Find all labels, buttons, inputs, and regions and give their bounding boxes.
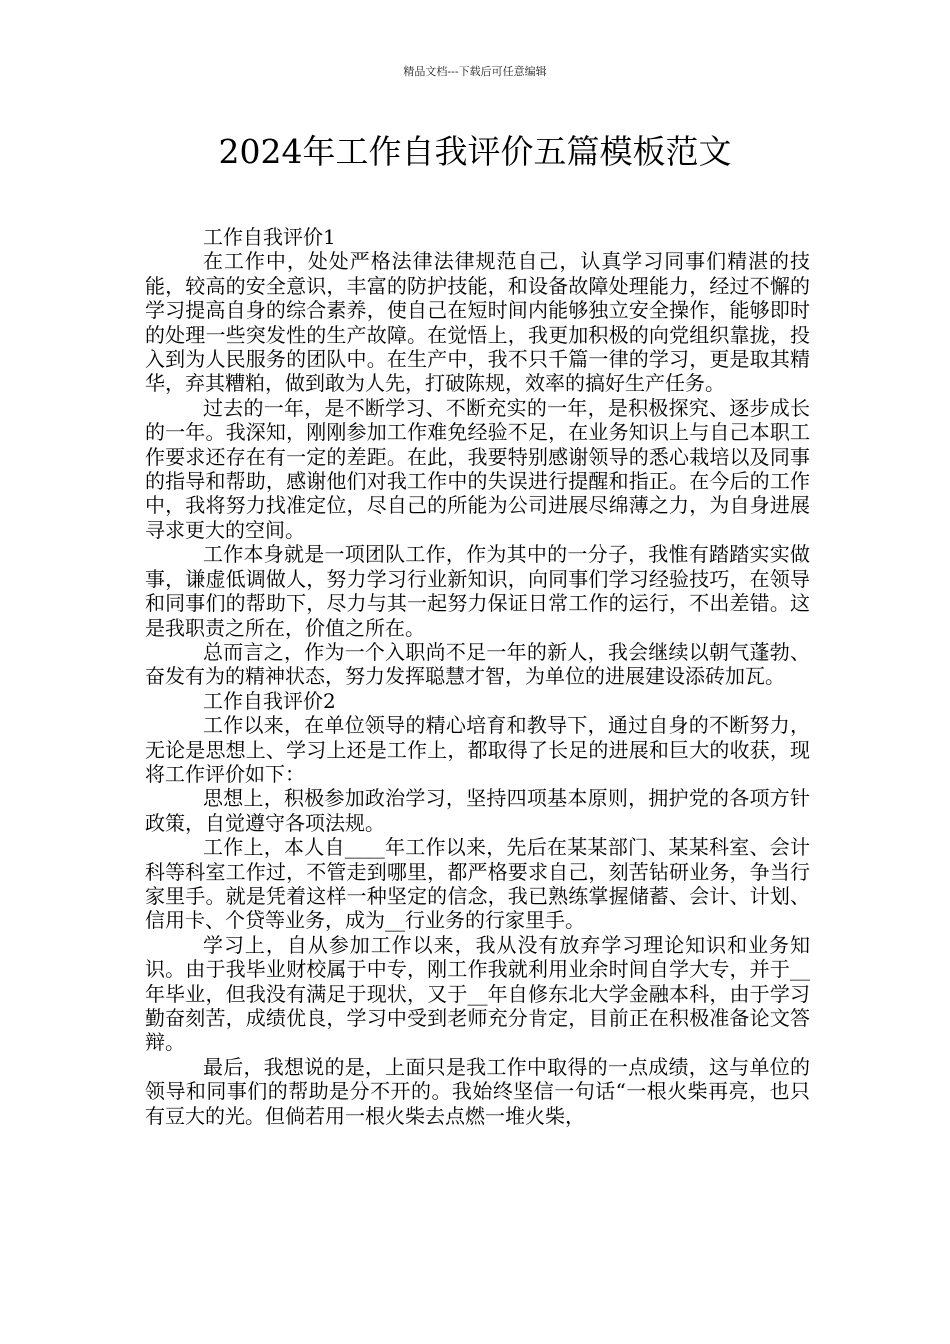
paragraph: 最后，我想说的是，上面只是我工作中取得的一点成绩，这与单位的领导和同事们的帮助是分不开的。我始终坚信一句话“一根火柴再亮，也只有豆大的光。但倘若用一根火柴去点燃一堆火柴， xyxy=(145,1054,810,1128)
paragraph: 工作上，本人自____年工作以来，先后在某某部门、某某科室、会计科等科室工作过，不管走到哪里，都严格要求自己，刻苦钻研业务，争当行家里手。就是凭着这样一种坚定的信念，我已熟练掌握储蓄、会计、计划、信用卡、个贷等业务，成为__行业务的行家里手。 xyxy=(145,835,810,933)
document-body xyxy=(145,225,810,1128)
section-heading-2: 工作自我评价2 xyxy=(203,688,336,713)
paragraph: 工作以来，在单位领导的精心培育和教导下，通过自身的不断努力，无论是思想上、学习上还是工作上，都取得了长足的进展和巨大的收获，现将工作评价如下： xyxy=(145,713,810,786)
paragraph: 在工作中，处处严格法律法律规范自己，认真学习同事们精湛的技能，较高的安全意识，丰富的防护技能，和设备故障处理能力，经过不懈的学习提高自身的综合素养，使自己在短时间内能够独立安全操作，能够即时的处理一些突发性的生产故障。在觉悟上，我更加积极的向党组织靠拢，投入到为人民服务的团队中。在生产中，我不只千篇一律的学习，更是取其精华，弃其糟粕，做到敢为人先，打破陈规，效率的搞好生产任务。 xyxy=(145,249,810,396)
document-title: 2024年工作自我评价五篇模板范文 xyxy=(218,132,732,171)
paragraph: 思想上，积极参加政治学习，坚持四项基本原则，拥护党的各项方针政策，自觉遵守各项法规。 xyxy=(145,786,810,835)
page-header: 精品文档---下载后可任意编辑 xyxy=(403,65,547,78)
paragraph: 总而言之，作为一个入职尚不足一年的新人，我会继续以朝气蓬勃、奋发有为的精神状态，努力发挥聪慧才智，为单位的进展建设添砖加瓦。 xyxy=(145,639,810,689)
paragraph: 学习上，自从参加工作以来，我从没有放弃学习理论知识和业务知识。由于我毕业财校属于中专，刚工作我就利用业余时间自学大专，并于__年毕业，但我没有满足于现状，又于__年自修东北大学金融本科，由于学习勤奋刻苦，成绩优良，学习中受到老师充分肯定，目前正在积极准备论文答辩。 xyxy=(145,932,810,1055)
section-heading-1: 工作自我评价1 xyxy=(203,225,336,249)
paragraph: 过去的一年，是不断学习、不断充实的一年，是积极探究、逐步成长的一年。我深知，刚刚参加工作难免经验不足，在业务知识上与自己本职工作要求还存在有一定的差距。在此，我要特别感谢领导的悉心栽培以及同事的指导和帮助，感谢他们对我工作中的失误进行提醒和指正。在今后的工作中，我将努力找准定位，尽自己的所能为公司进展尽绵薄之力，为自身进展寻求更大的空间。 xyxy=(145,395,810,542)
paragraph: 工作本身就是一项团队工作，作为其中的一分子，我惟有踏踏实实做事，谦虚低调做人，努力学习行业新知识，向同事们学习经验技巧，在领导和同事们的帮助下，尽力与其一起努力保证日常工作的运行，不出差错。这是我职责之所在，价值之所在。 xyxy=(145,542,810,640)
